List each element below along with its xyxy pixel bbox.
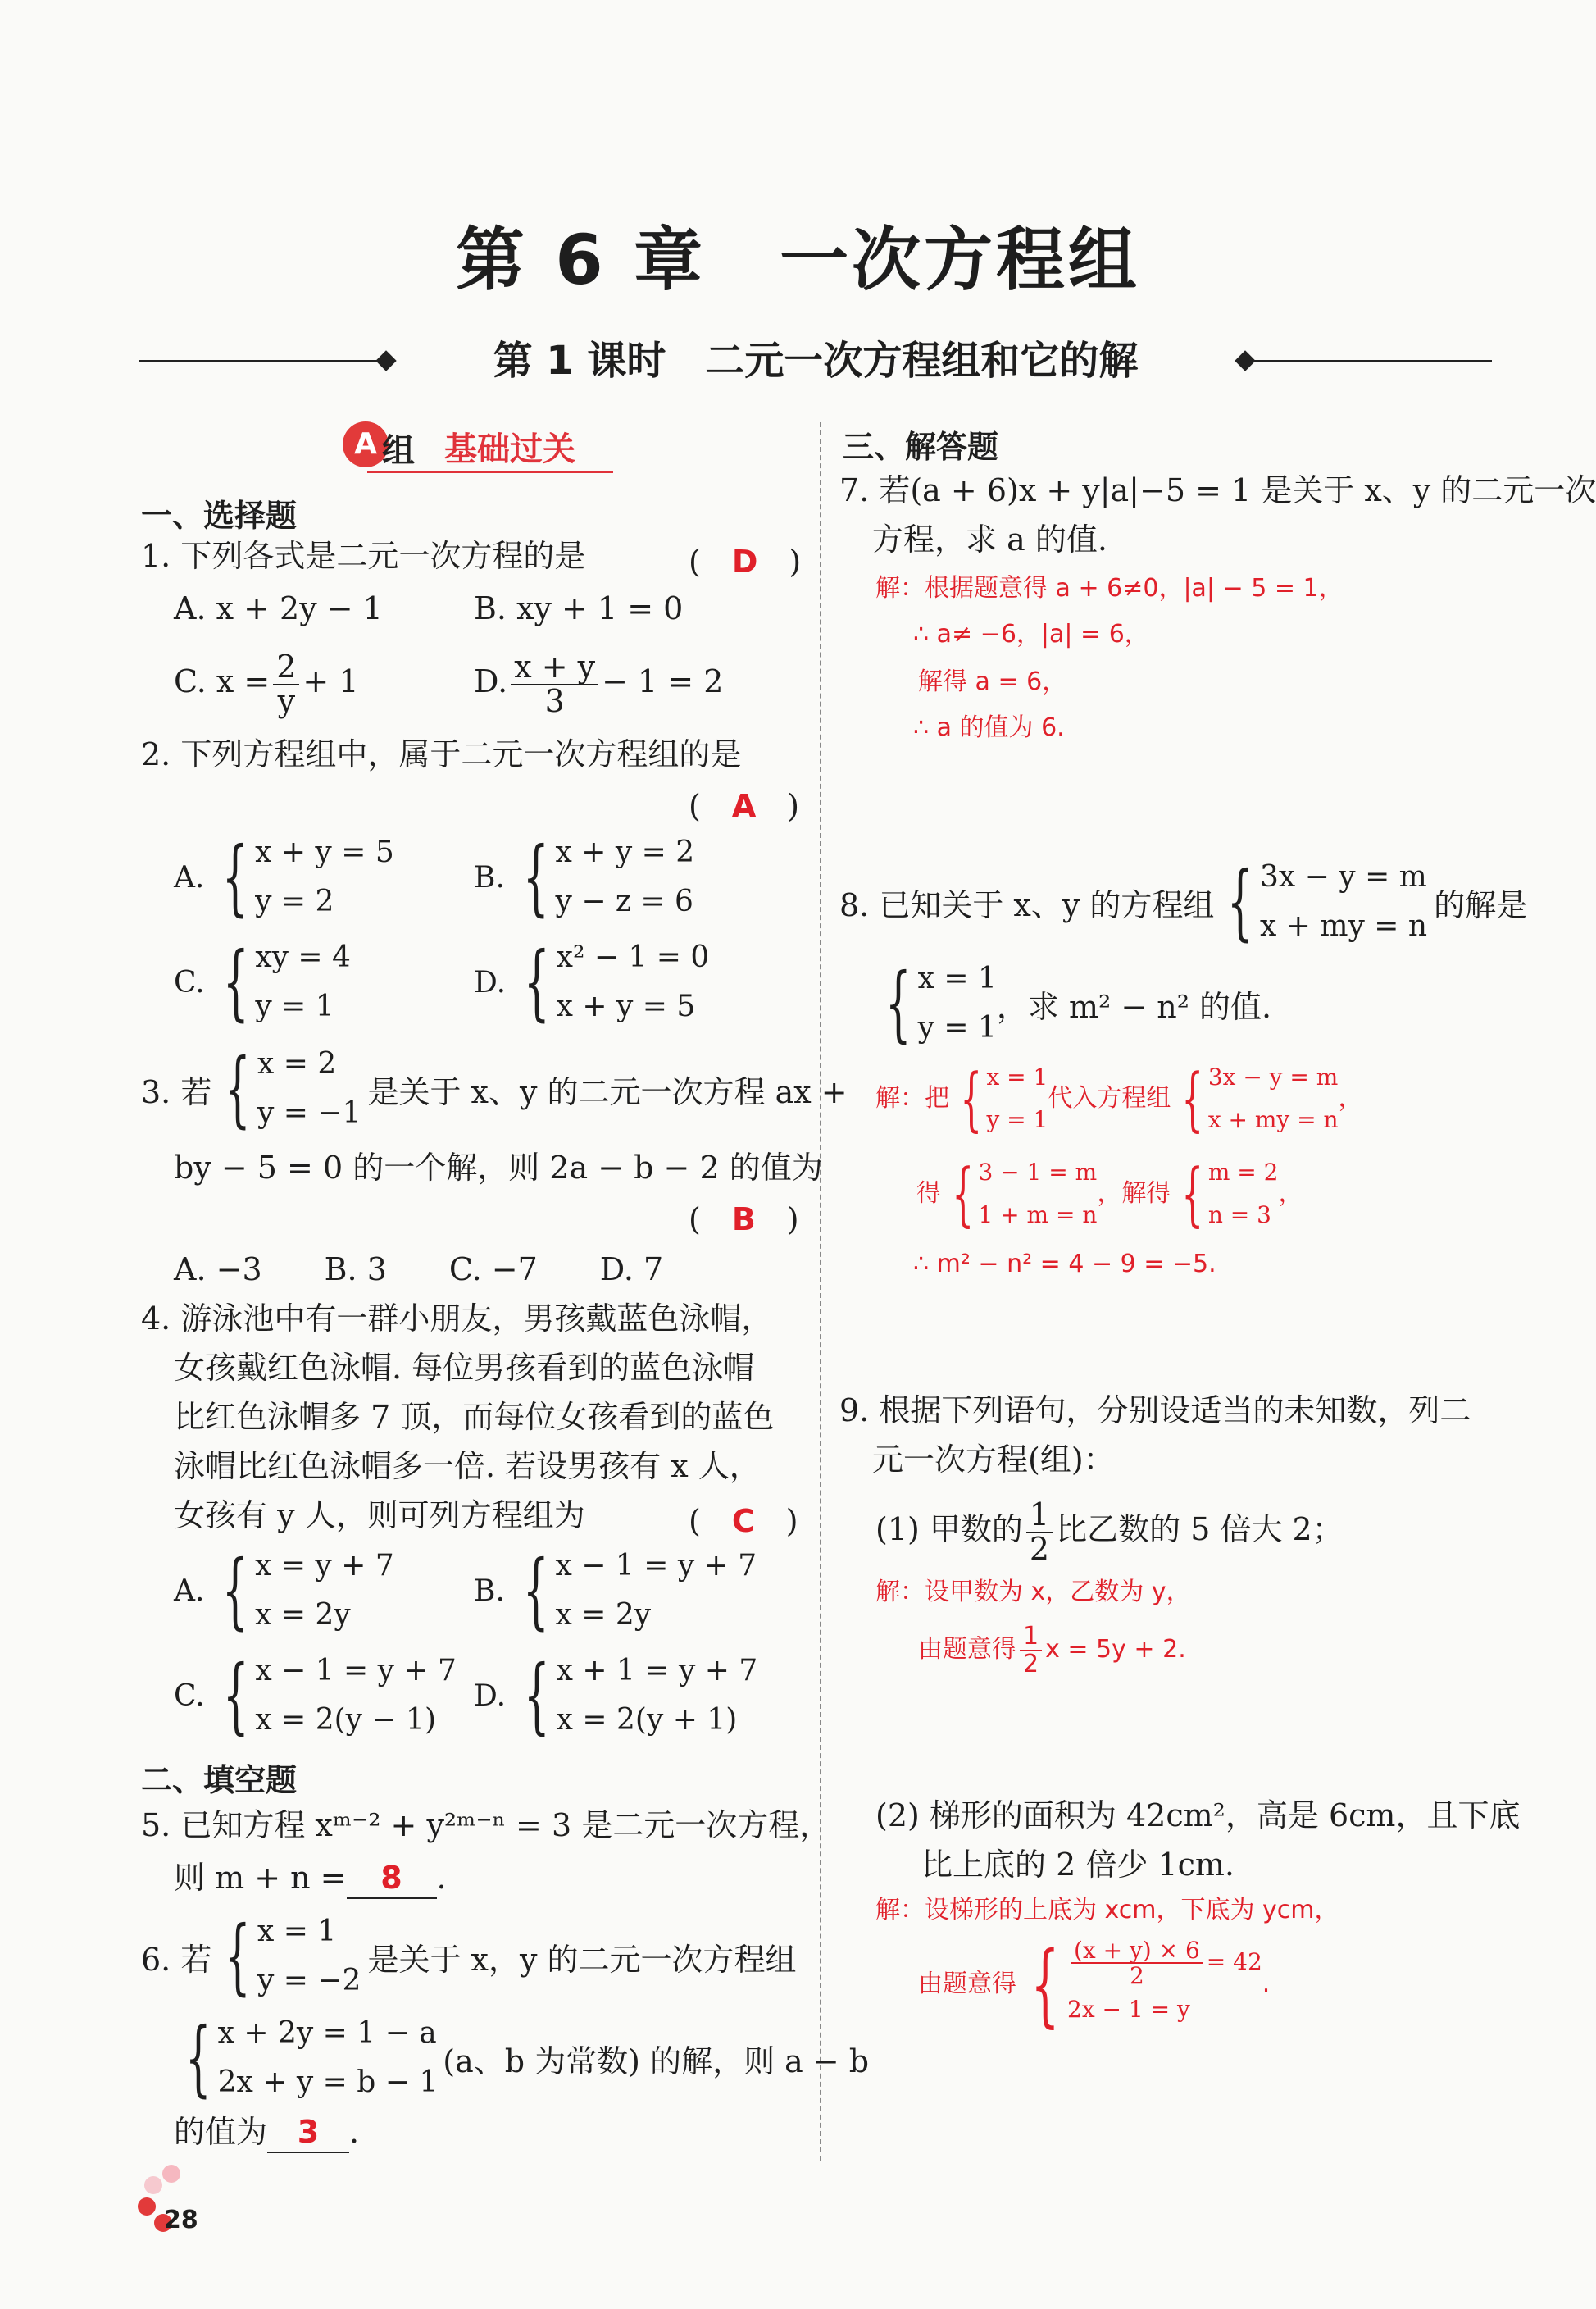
q1-stem: 1. 下列各式是二元一次方程的是 <box>141 538 586 574</box>
q4-answer-box: ( C ) <box>689 1503 798 1539</box>
q5-answer: 8 <box>380 1860 402 1896</box>
q9-part1-sol2: 由题意得 $\frac{1}{2}$ x = 5y + 2. <box>918 1622 1186 1678</box>
q9-line1: 9. 根据下列语句，分别设适当的未知数，列二 <box>839 1392 1471 1428</box>
q4-line5: 女孩有 y 人，则可列方程组为 <box>174 1497 585 1533</box>
q2-option-a: A. { x + y = 5 y = 2 <box>174 829 394 925</box>
q2-answer: A <box>731 788 757 824</box>
q3-line2: by − 5 = 0 的一个解，则 2a − b − 2 的值为 <box>174 1150 823 1186</box>
q3-intro: 3. 若 { x = 2 y = −1 是关于 x、y 的二元一次方程 ax + <box>141 1041 848 1136</box>
group-suffix: 组 <box>382 432 415 470</box>
q3-options: A. −3 B. 3 C. −7 D. 7 <box>174 1251 664 1287</box>
q9-part2-sol2: 由题意得 { $\frac{(x + y) \times 6}{2}$ = 42 2x − 1 = y . <box>918 1932 1271 2038</box>
q7-line2: 方程，求 a 的值. <box>872 521 1107 558</box>
q9-part1-sol1: 解：设甲数为 x，乙数为 y， <box>875 1578 1191 1606</box>
q4-option-c: C. { x − 1 = y + 7 x = 2(y − 1) <box>174 1647 457 1743</box>
q1-option-a: A. x + 2y − 1 <box>174 590 383 626</box>
q7-solution-2: ∴ a≠ −6，|a| = 6， <box>913 620 1149 649</box>
q5-line2: 则 m + n = 8 . <box>174 1858 447 1899</box>
q9-part1: (1) 甲数的 $\frac{1}{2}$ 比乙数的 5 倍大 2； <box>875 1496 1344 1567</box>
q4-line2: 女孩戴红色泳帽. 每位男孩看到的蓝色泳帽 <box>174 1350 755 1386</box>
chapter-name: 一次方程组 <box>779 220 1140 300</box>
q9-part2-line1: (2) 梯形的面积为 42cm²，高是 6cm，且下底 <box>875 1797 1521 1833</box>
lesson-header <box>139 332 1492 389</box>
q4-option-d: D. { x + 1 = y + 7 x = 2(y + 1) <box>474 1647 758 1743</box>
q8-solution-given: { x = 1 y = 1 ，求 m² − n² 的值. <box>884 955 1272 1051</box>
q5-line1: 5. 已知方程 xᵐ⁻² + y²ᵐ⁻ⁿ = 3 是二元一次方程， <box>141 1807 831 1843</box>
q6-system: { x + 2y = 1 − a 2x + y = b − 1 (a、b 为常数) 的解，则 a − b <box>184 2010 870 2106</box>
q1-answer-box: ( D ) <box>689 544 802 580</box>
q4-line1: 4. 游泳池中有一群小朋友，男孩戴蓝色泳帽， <box>141 1300 773 1337</box>
group-title: 基础过关 <box>444 430 575 468</box>
q8-intro: 8. 已知关于 x、y 的方程组 { 3x − y = m x + my = n 的解是 <box>839 854 1528 950</box>
section-fill: 二、填空题 <box>141 1762 298 1798</box>
q2-option-d: D. { x² − 1 = 0 x + y = 5 <box>474 934 710 1030</box>
page-number: 28 <box>164 2206 198 2234</box>
q4-answer: C <box>731 1503 755 1539</box>
q7-solution-3: 解得 a = 6， <box>918 667 1067 696</box>
group-letter: A <box>343 421 389 467</box>
q7-solution-4: ∴ a 的值为 6. <box>913 713 1065 742</box>
q3-answer: B <box>731 1201 756 1237</box>
q4-line3: 比红色泳帽多 7 顶，而每位女孩看到的蓝色 <box>174 1399 775 1435</box>
column-divider <box>820 422 821 2161</box>
section-choice: 一、选择题 <box>141 498 298 534</box>
q3-answer-box: ( B ) <box>689 1201 799 1237</box>
q1-option-b: B. xy + 1 = 0 <box>474 590 684 626</box>
chapter-label: 第 6 章 <box>456 220 706 300</box>
chapter-title <box>0 205 1596 304</box>
q7-solution-1: 解：根据题意得 a + 6≠0，|a| − 5 = 1， <box>875 574 1344 603</box>
q1-answer: D <box>731 544 758 580</box>
q6-line3: 的值为 3 . <box>174 2112 359 2153</box>
q2-option-b: B. { x + y = 2 y − z = 6 <box>474 829 695 925</box>
q9-line2: 元一次方程(组)： <box>872 1441 1115 1478</box>
q9-part2-line2: 比上底的 2 倍少 1cm. <box>921 1847 1235 1883</box>
q8-sol-final: ∴ m² − n² = 4 − 9 = −5. <box>913 1250 1216 1278</box>
q4-line4: 泳帽比红色泳帽多一倍. 若设男孩有 x 人， <box>174 1448 761 1484</box>
q1-option-c: C. x = $\frac{2}{y}$ + 1 <box>174 648 359 719</box>
q6-intro: 6. 若 { x = 1 y = −2 是关于 x，y 的二元一次方程组 <box>141 1908 797 2004</box>
q4-option-a: A. { x = y + 7 x = 2y <box>174 1542 394 1638</box>
section-solve: 三、解答题 <box>843 429 999 465</box>
q4-option-b: B. { x − 1 = y + 7 x = 2y <box>474 1542 757 1638</box>
q2-stem: 2. 下列方程组中，属于二元一次方程组的是 <box>141 736 742 772</box>
q6-answer: 3 <box>297 2114 320 2150</box>
lesson-title: 第 1 课时 二元一次方程组和它的解 <box>493 338 1139 384</box>
q2-option-c: C. { xy = 4 y = 1 <box>174 934 351 1030</box>
q7-line1: 7. 若(a + 6)x + y|a|−5 = 1 是关于 x、y 的二元一次 <box>839 472 1596 508</box>
q2-answer-box: ( A ) <box>689 788 800 824</box>
q9-part2-sol1: 解：设梯形的上底为 xcm，下底为 ycm， <box>875 1896 1339 1924</box>
q8-sol-step2: 得 { 3 − 1 = m 1 + m = n ，解得 { m = 2 n = 3 ， <box>916 1154 1303 1234</box>
q1-option-d: D. $\frac{x + y}{3}$ − 1 = 2 <box>474 648 724 719</box>
q8-sol-step1: 解：把 { x = 1 y = 1 代入方程组 { 3x − y = m x + my = n ， <box>875 1059 1363 1139</box>
